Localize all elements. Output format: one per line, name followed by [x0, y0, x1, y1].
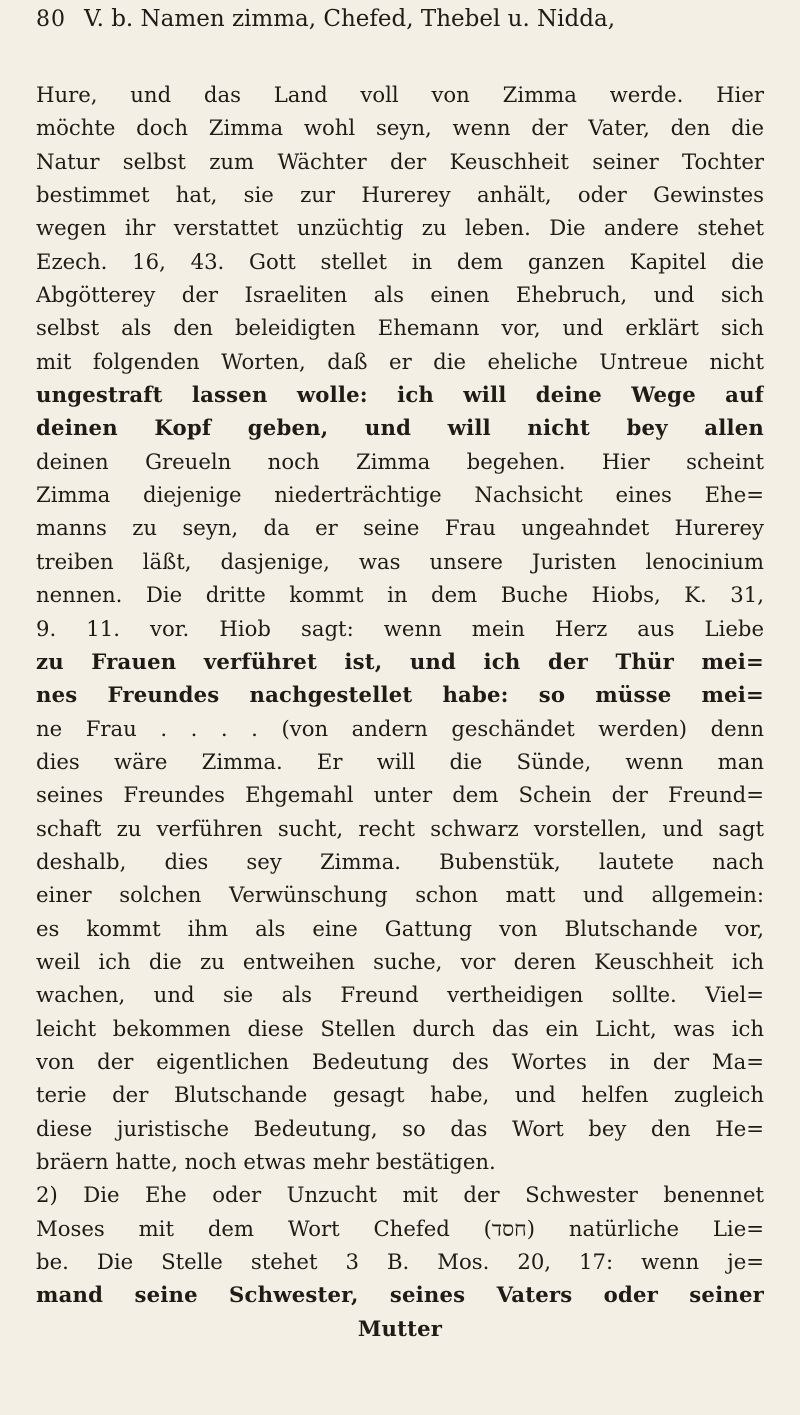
text-line: einer solchen Verwünschung schon matt und allgemein: [36, 882, 764, 908]
text-line: nennen. Die dritte kommt in dem Buche Hiobs, K. 31, [36, 582, 764, 608]
running-head [36, 6, 764, 52]
text-line: von der eigentlichen Bedeutung des Wortes in der Ma= [36, 1048, 764, 1074]
text-line: ne Frau . . . . (von andern geschändet werden) denn [36, 715, 764, 741]
text-line: wachen, und sie als Freund vertheidigen sollte. Viel= [36, 982, 764, 1008]
page-number: 80 [36, 7, 66, 32]
text-line: deinen Greueln noch Zimma begehen. Hier scheint [36, 448, 764, 474]
text-line: 2) Die Ehe oder Unzucht mit der Schwester benennet [36, 1182, 764, 1208]
text-line: zu Frauen verführet ist, und ich der Thür mei= [36, 648, 764, 674]
text-line: manns zu seyn, da er seine Frau ungeahndet Hurerey [36, 515, 764, 541]
text-line: mand seine Schwester, seines Vaters oder seiner [36, 1282, 764, 1308]
text-line: deinen Kopf geben, und will nicht bey allen [36, 415, 764, 441]
text-line: möchte doch Zimma wohl seyn, wenn der Vater, den die [36, 115, 764, 141]
text-line: be. Die Stelle stehet 3 B. Mos. 20, 17: wenn je= [36, 1249, 764, 1275]
text-line: terie der Blutschande gesagt habe, und helfen zugleich [36, 1082, 764, 1108]
text-line: treiben läßt, dasjenige, was unsere Juristen lenocinium [36, 548, 764, 574]
text-line: Hure, und das Land voll von Zimma werde. Hier [36, 82, 764, 107]
text-line: deshalb, dies sey Zimma. Bubenstük, lautete nach [36, 848, 764, 874]
text-line: weil ich die zu entweihen suche, vor deren Keuschheit ich [36, 948, 764, 974]
text-line: Ezech. 16, 43. Gott stellet in dem ganzen Kapitel die [36, 248, 764, 274]
text-line: Abgötterey der Israeliten als einen Ehebruch, und sich [36, 282, 764, 308]
text-line: seines Freundes Ehgemahl unter dem Schein der Freund= [36, 782, 764, 808]
text-line: es kommt ihm als eine Gattung von Blutschande vor, [36, 915, 764, 941]
text-line: nes Freundes nachgestellet habe: so müsse mei= [36, 682, 764, 708]
text-line: wegen ihr verstattet unzüchtig zu leben. Die andere stehet [36, 215, 764, 241]
text-line: leicht bekommen diese Stellen durch das ein Licht, was ich [36, 1015, 764, 1041]
running-title: V. b. Namen zimma, Chefed, Thebel u. Nidda, [84, 6, 616, 32]
text-line: Moses mit dem Wort Chefed (חסד) natürliche Lie= [36, 1215, 764, 1241]
text-line: mit folgenden Worten, daß er die eheliche Untreue nicht [36, 348, 764, 374]
text-line: bestimmet hat, sie zur Hurerey anhält, oder Gewinstes [36, 182, 764, 208]
text-line: 9. 11. vor. Hiob sagt: wenn mein Herz aus Liebe [36, 615, 764, 641]
text-line: Zimma diejenige niederträchtige Nachsicht eines Ehe= [36, 482, 764, 508]
body-text [36, 78, 764, 1345]
text-line: dies wäre Zimma. Er will die Sünde, wenn man [36, 748, 764, 774]
text-line: Mutter [357, 1315, 443, 1341]
text-line: selbst als den beleidigten Ehemann vor, und erklärt sich [36, 315, 764, 341]
text-line: Natur selbst zum Wächter der Keuschheit seiner Tochter [36, 148, 764, 174]
text-line: schaft zu verführen sucht, recht schwarz vorstellen, und sagt [36, 815, 764, 841]
text-line: ungestraft lassen wolle: ich will deine Wege auf [36, 382, 764, 408]
text-line: bräern hatte, noch etwas mehr bestätigen. [36, 1149, 496, 1174]
text-line: diese juristische Bedeutung, so das Wort bey den He= [36, 1115, 764, 1141]
